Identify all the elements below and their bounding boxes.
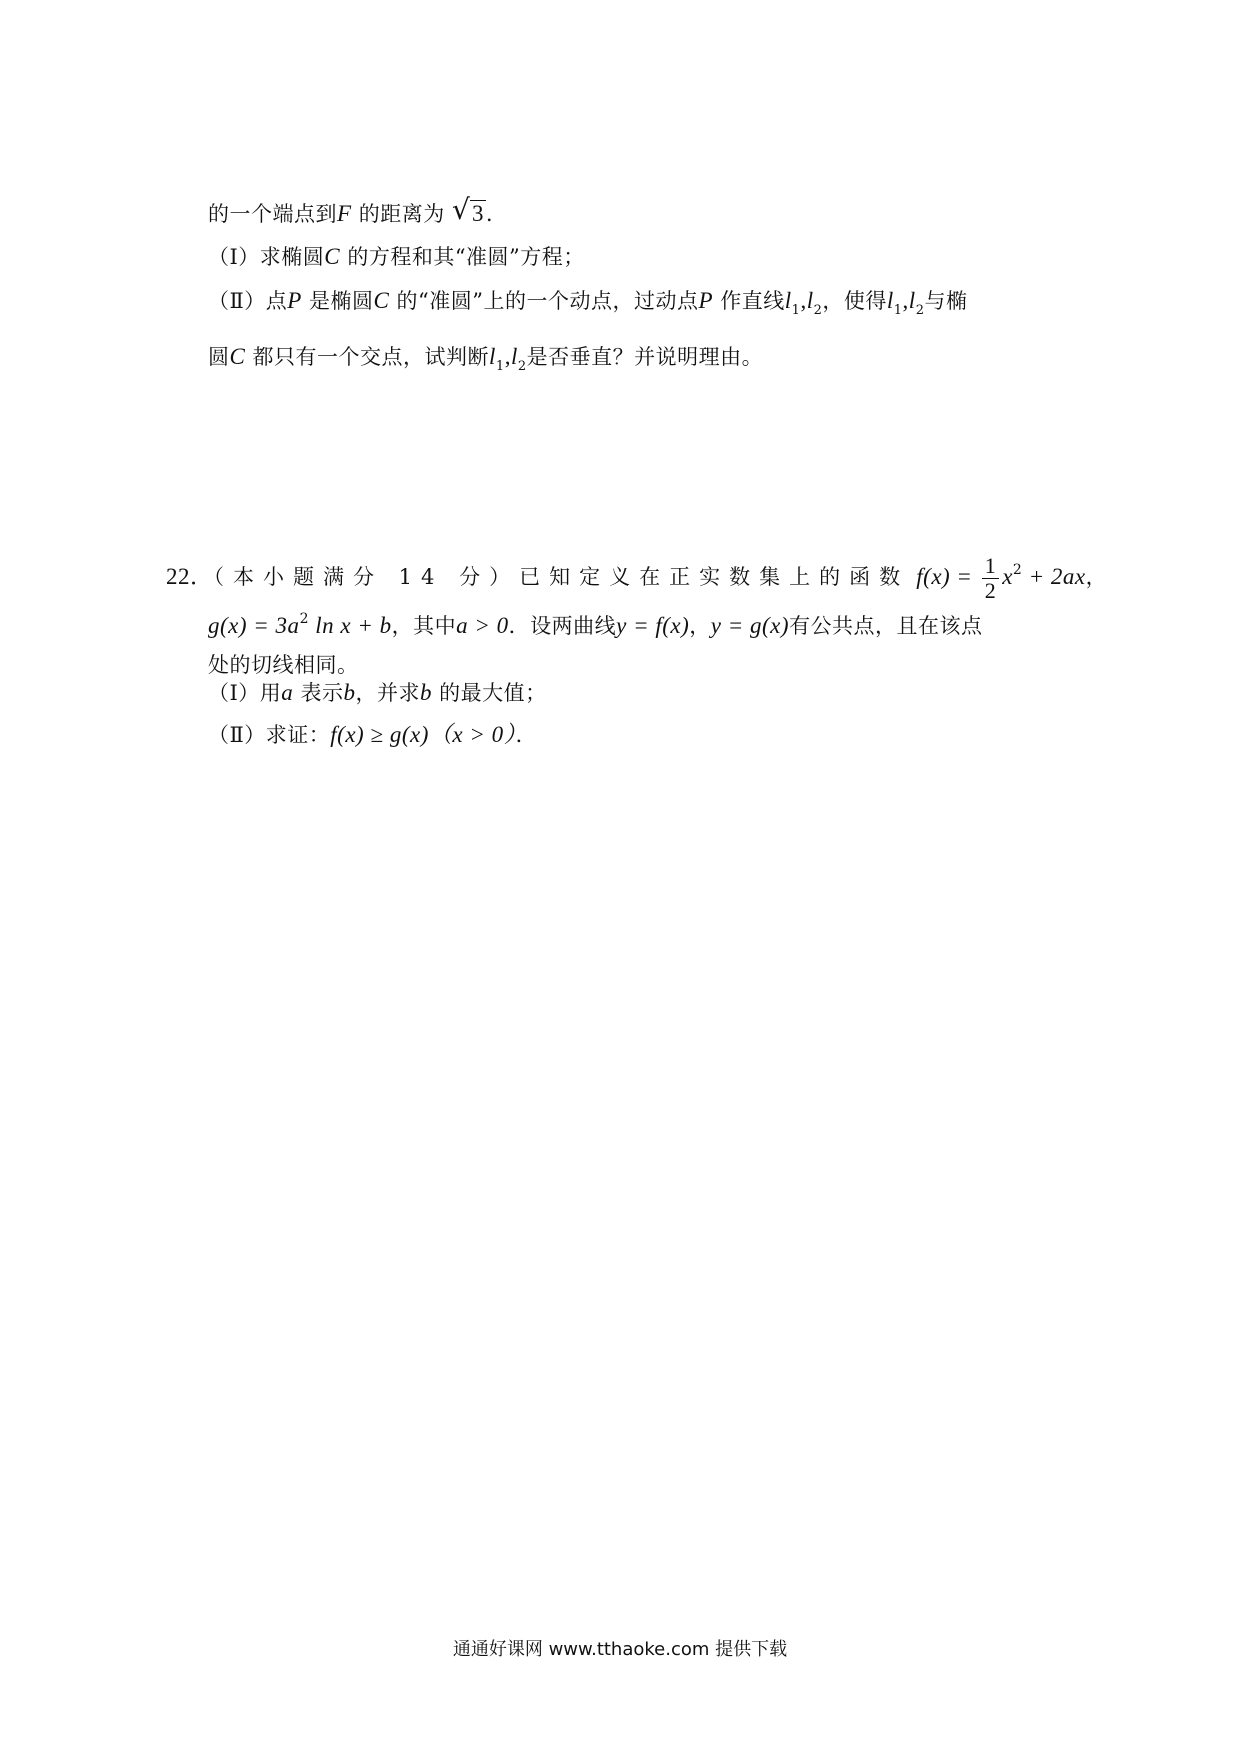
var-b: b (419, 680, 432, 705)
var-F: F (337, 201, 352, 226)
page-footer: 通通好课网 www.tthaoke.com 提供下载 (452, 1639, 788, 1660)
p22-part1 (208, 678, 547, 708)
text: 的方程和其“准圆”方程； (340, 245, 585, 269)
var-C: C (373, 288, 390, 313)
comma: , (902, 288, 909, 313)
text: 的“准圆”上的一个动点，过动点 (389, 289, 699, 313)
text: 的距离为 (351, 202, 445, 226)
text: 是否垂直？并说明理由。 (526, 345, 764, 369)
sqrt-3 (452, 198, 486, 228)
problem-number: 22． (166, 564, 214, 589)
var-b: b (343, 680, 356, 705)
p21-part2 (208, 286, 967, 326)
var-l: l (510, 344, 518, 369)
p22-line3 (208, 650, 359, 680)
p22-line2 (208, 604, 983, 641)
gx-lhs: g(x) = 3a (208, 613, 300, 638)
curve-1: y = f(x) (616, 613, 690, 638)
text: 圆 (208, 345, 230, 369)
denominator: 2 (984, 578, 997, 603)
var-C: C (229, 344, 246, 369)
var-a: a (281, 680, 294, 705)
part-label: （Ⅱ）点 (208, 289, 288, 313)
subscript: 1 (791, 303, 801, 318)
text: 与椭 (924, 289, 968, 313)
subscript: 2 (915, 303, 925, 318)
numerator: 1 (982, 554, 1000, 579)
var-C: C (324, 244, 341, 269)
var-l: l (908, 288, 916, 313)
fx-tail: + 2ax (1022, 564, 1086, 589)
subscript: 1 (495, 359, 505, 374)
text: ，并求 (355, 681, 420, 705)
var-l: l (784, 288, 792, 313)
part-label: （Ⅰ）用 (208, 681, 282, 705)
subscript: 1 (893, 303, 903, 318)
var-l: l (886, 288, 894, 313)
text: ，使得 (822, 289, 887, 313)
p21-part2-line2 (208, 342, 763, 382)
text: 的一个端点到 (208, 202, 337, 226)
text: 表示 (293, 681, 344, 705)
var-l: l (489, 344, 496, 369)
text: ， (689, 614, 711, 638)
var-l: l (806, 288, 814, 313)
sqrt-arg: 3 (471, 201, 484, 226)
condition: （x > 0） (428, 722, 516, 747)
subscript: 2 (517, 359, 527, 374)
text: 的最大值； (431, 681, 547, 705)
part-label: （Ⅱ）求证： (208, 723, 331, 747)
gx-rest: ln x + b (308, 613, 392, 638)
text: ． (515, 723, 538, 747)
text: 作直线 (713, 289, 785, 313)
inequality: f(x) ≥ g(x) (330, 722, 429, 747)
comma: , (800, 288, 807, 313)
text: 都只有一个交点，试判断 (245, 345, 490, 369)
superscript: 2 (1012, 562, 1023, 578)
fraction-half (982, 554, 1000, 603)
comma: , (504, 344, 511, 369)
text: ． (485, 202, 508, 226)
p22-part2 (208, 720, 537, 750)
var-x: x (1002, 564, 1013, 589)
condition: a > 0 (456, 613, 509, 638)
subscript: 2 (813, 303, 823, 318)
text: 有公共点，且在该点 (789, 614, 983, 638)
fx-lhs: f(x) = (916, 564, 979, 589)
p22-header (166, 544, 1107, 603)
superscript: 2 (299, 611, 309, 627)
var-P: P (287, 288, 302, 313)
text: ．设两曲线 (508, 614, 617, 638)
text: 处的切线相同。 (208, 653, 359, 677)
var-P: P (698, 288, 714, 313)
p21-part1 (208, 242, 585, 272)
p21-line1 (208, 198, 507, 229)
text: ，其中 (391, 614, 457, 638)
curve-2: y = g(x) (710, 613, 790, 638)
text: ， (1085, 565, 1108, 589)
problem-header: （本小题满分 14 分）已知定义在正实数集上的函数 (213, 565, 910, 589)
text: 是椭圆 (301, 289, 374, 313)
part-label: （Ⅰ）求椭圆 (208, 245, 325, 269)
